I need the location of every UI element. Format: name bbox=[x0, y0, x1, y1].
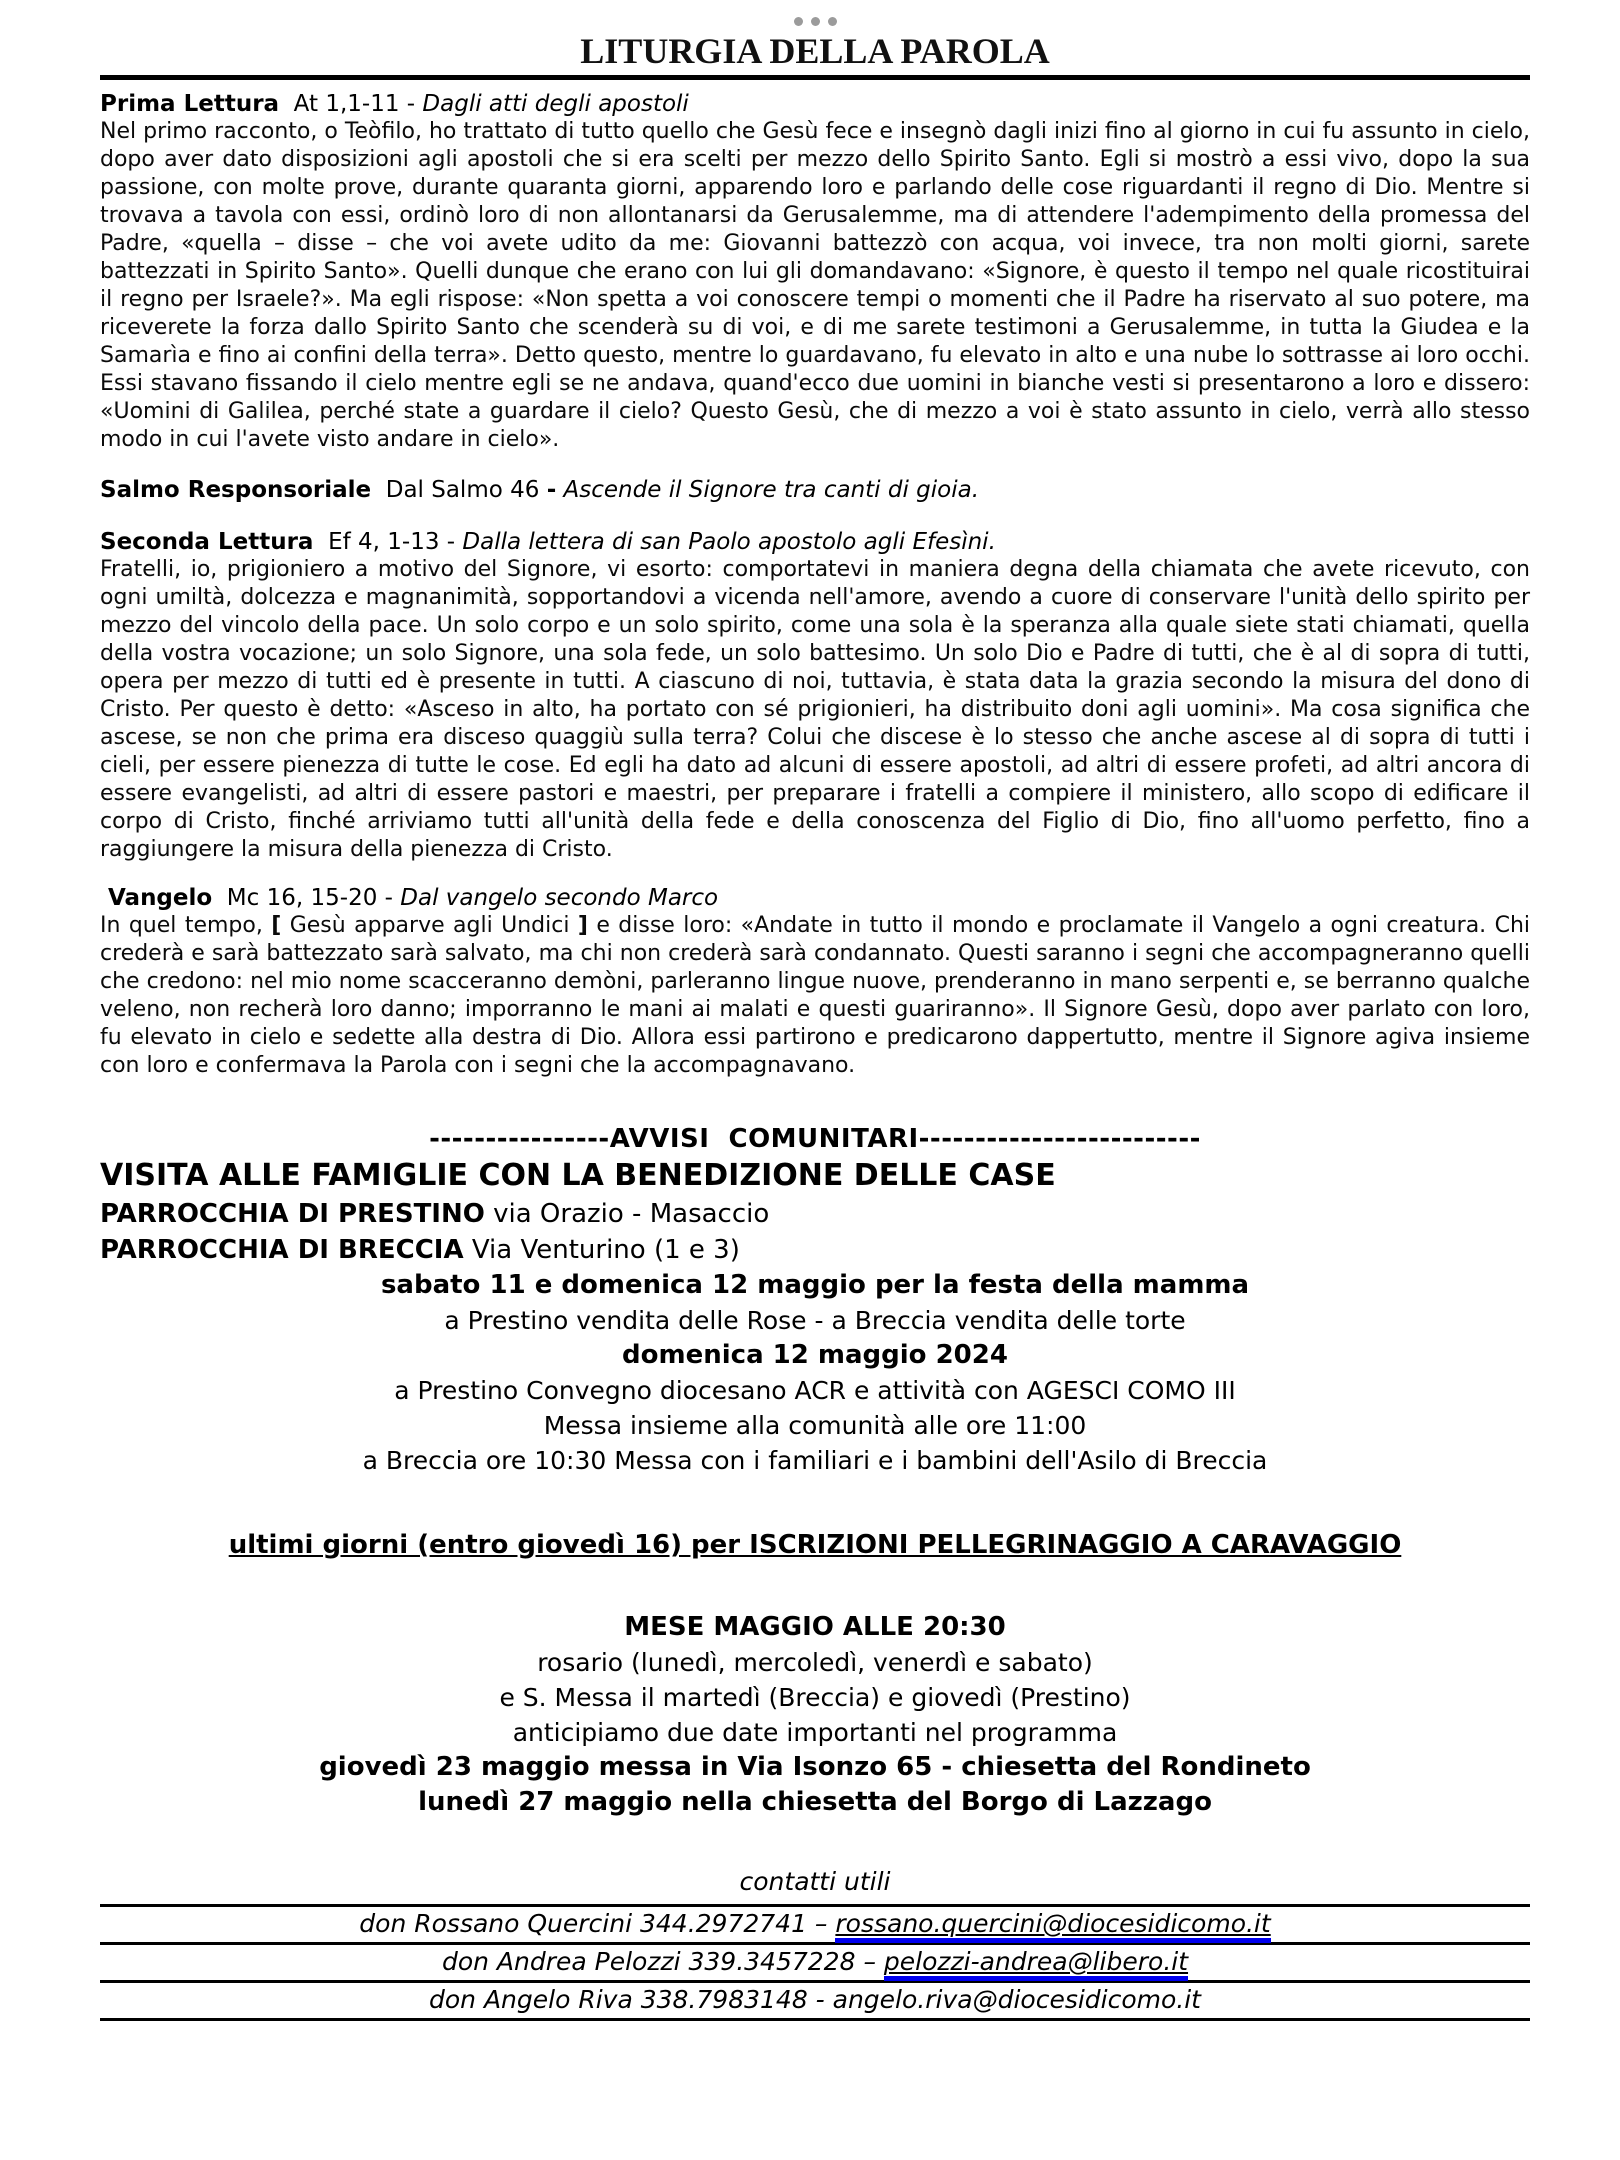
announcement-line: Messa insieme alla comunità alle ore 11:00 bbox=[543, 1411, 1087, 1440]
psalm-text: Ascende il Signore tra canti di gioia. bbox=[556, 477, 980, 503]
reading-body bbox=[100, 912, 1530, 1080]
announcement-line: sabato 11 e domenica 12 maggio per la festa della mamma bbox=[380, 1270, 1250, 1300]
contact-email-link[interactable]: pelozzi-andrea@libero.it bbox=[884, 1947, 1188, 1981]
reading-source: Dal vangelo secondo Marco bbox=[400, 885, 719, 911]
reading-reference: At 1,1-11 - bbox=[279, 91, 423, 117]
three-dots-icon bbox=[100, 16, 1530, 26]
contact-name: don Rossano Quercini 344.2972741 – bbox=[359, 1909, 836, 1938]
reading-body: Nel primo racconto, o Teòfilo, ho trattato di tutto quello che Gesù fece e insegnò dagli inizi fino al giorno in cui fu assunto in cielo, dopo aver dato disposizioni agli apostoli che si era scelti per mezzo dello Spirito Santo. Egli si mostrò a essi vivo, dopo la sua passione, con molte prove, durante quaranta giorni, apparendo loro e parlando delle cose riguardanti il regno di Dio. Mentre si trovava a tavola con essi, ordinò loro di non allontanarsi da Gerusalemme, ma di attendere l'adempimento della promessa del Padre, «quella – disse – che voi avete udito da me: Giovanni battezzò con acqua, voi invece, tra non molti giorni, sarete battezzati in Spirito Santo». Quelli dunque che erano con lui gli domandavano: «Signore, è questo il tempo nel quale ricostituirai il regno per Israele?». Ma egli rispose: «Non spetta a voi conoscere tempi o momenti che il Padre ha riservato al suo potere, ma riceverete la forza dallo Spirito Santo che scenderà su di voi, e di me sarete testimoni a Gerusalemme, in tutta la Giudea e la Samarìa e fino ai confini della terra». Detto questo, mentre lo guardavano, fu elevato in alto e una nube lo sottrasse ai loro occhi. Essi stavano fissando il cielo mentre egli se ne andava, quand'ecco due uomini in bianche vesti si presentarono a loro e dissero: «Uomini di Galilea, perché state a guardare il cielo? Questo Gesù, che di mezzo a voi è stato assunto in cielo, verrà allo stesso modo in cui l'avete visto andare in cielo». bbox=[100, 119, 1530, 452]
gospel-bracket-text: Gesù apparve agli Undici bbox=[281, 913, 578, 938]
maggio-line: anticipiamo due date importanti nel programma bbox=[512, 1718, 1118, 1747]
parrocchia-name: PARROCCHIA DI BRECCIA bbox=[100, 1235, 464, 1265]
announcement-line: a Prestino Convegno diocesano ACR e attività con AGESCI COMO III bbox=[394, 1376, 1236, 1405]
reading-source: Dalla lettera di san Paolo apostolo agli Efesìni. bbox=[462, 529, 996, 555]
visita-title: VISITA ALLE FAMIGLIE CON LA BENEDIZIONE DELLE CASE bbox=[100, 1158, 1056, 1193]
title-divider bbox=[100, 75, 1530, 80]
psalm-reference: Dal Salmo 46 bbox=[371, 477, 547, 503]
gospel-rest: e disse loro: «Andate in tutto il mondo e proclamate il Vangelo a ogni creatura. Chi crederà e sarà battezzato sarà salvato, ma chi non crederà sarà condannato. Questi saranno i segni che accompagneranno quelli che credono: nel mio nome scacceranno demòni, parleranno lingue nuove, prenderanno in mano serpenti e, se berranno qualche veleno, non recherà loro danno; imporranno le mani ai malati e questi guariranno». Il Signore Gesù, dopo aver parlato con loro, fu elevato in cielo e sedette alla destra di Dio. Allora essi partirono e predicarono dappertutto, mentre il Signore agiva insieme con loro e confermava la Parola con i segni che la accompagnavano. bbox=[100, 913, 1531, 1078]
reading-heading bbox=[100, 884, 1530, 912]
contact-email: angelo.riva@diocesidicomo.it bbox=[832, 1985, 1201, 2014]
bracket-close: ] bbox=[577, 913, 588, 938]
section-contatti bbox=[100, 1866, 1530, 2021]
reading-label: Vangelo bbox=[108, 885, 213, 911]
contacts-title: contatti utili bbox=[739, 1867, 891, 1896]
parrocchia-address: via Orazio - Masaccio bbox=[484, 1199, 770, 1229]
contacts-table bbox=[100, 1904, 1530, 2021]
psalm-label: Salmo Responsoriale bbox=[100, 477, 372, 503]
announcement-line: a Breccia ore 10:30 Messa con i familiari e i bambini dell'Asilo di Breccia bbox=[362, 1446, 1268, 1475]
announcement-line: a Prestino vendita delle Rose - a Breccia vendita delle torte bbox=[444, 1306, 1186, 1335]
reading-reference: Mc 16, 15-20 - bbox=[212, 885, 401, 911]
page-title: LITURGIA DELLA PAROLA bbox=[580, 31, 1050, 71]
reading-heading bbox=[100, 528, 1530, 556]
contact-row bbox=[100, 1907, 1530, 1945]
reading-label: Seconda Lettura bbox=[100, 529, 314, 555]
pellegrinaggio-notice: ultimi giorni (entro giovedì 16) per ISCRIZIONI PELLEGRINAGGIO A CARAVAGGIO bbox=[228, 1530, 1402, 1560]
announcement-line: domenica 12 maggio 2024 bbox=[622, 1340, 1008, 1370]
reading-reference: Ef 4, 1-13 - bbox=[313, 529, 463, 555]
avvisi-header: ----------------AVVISI COMUNITARI------------------------- bbox=[429, 1124, 1201, 1154]
section-mese-maggio bbox=[100, 1610, 1530, 1820]
parrocchia-prestino bbox=[100, 1196, 1530, 1232]
parrocchia-breccia bbox=[100, 1232, 1530, 1268]
reading-body: Fratelli, io, prigioniero a motivo del Signore, vi esorto: comportatevi in maniera degna della chiamata che avete ricevuto, con ogni umiltà, dolcezza e magnanimità, sopportandovi a vicenda nell'amore, avendo a cuore di conservare l'unità dello spirito per mezzo del vincolo della pace. Un solo corpo e un solo spirito, come una sola è la speranza alla quale siete stati chiamati, quella della vostra vocazione; un solo Signore, una sola fede, un solo battesimo. Un solo Dio e Padre di tutti, che è al di sopra di tutti, opera per mezzo di tutti ed è presente in tutti. A ciascuno di noi, tuttavia, è stata data la grazia secondo la misura del dono di Cristo. Per questo è detto: «Asceso in alto, ha portato con sé prigionieri, ha distribuito doni agli uomini». Ma cosa significa che ascese, se non che prima era disceso quaggiù sulla terra? Colui che discese è lo stesso che anche ascese al di sopra di tutti i cieli, per essere pienezza di tutte le cose. Ed egli ha dato ad alcuni di essere apostoli, ad altri di essere profeti, ad altri ancora di essere evangelisti, ad altri di essere pastori e maestri, per preparare i fratelli a compiere il ministero, allo scopo di edificare il corpo di Cristo, finché arriviamo tutti all'unità della fede e della conoscenza del Figlio di Dio, fino all'uomo perfetto, fino a raggiungere la misura della pienezza di Cristo. bbox=[100, 557, 1530, 862]
psalm-line bbox=[100, 476, 1530, 504]
section-seconda-lettura bbox=[100, 528, 1530, 864]
maggio-line: giovedì 23 maggio messa in Via Isonzo 65 - chiesetta del Rondineto bbox=[319, 1752, 1311, 1782]
maggio-line: rosario (lunedì, mercoledì, venerdì e sabato) bbox=[537, 1648, 1093, 1677]
psalm-dash: - bbox=[546, 477, 557, 503]
section-vangelo bbox=[100, 884, 1530, 1080]
section-avvisi-comunitari bbox=[100, 1122, 1530, 1478]
contact-email-link[interactable]: rossano.quercini@diocesidicomo.it bbox=[835, 1909, 1270, 1943]
maggio-line: e S. Messa il martedì (Breccia) e giovedì (Prestino) bbox=[499, 1683, 1131, 1712]
contact-name: don Angelo Riva 338.7983148 - bbox=[429, 1985, 833, 2014]
reading-heading bbox=[100, 90, 1530, 118]
contact-row bbox=[100, 1983, 1530, 2021]
parrocchia-address: Via Venturino (1 e 3) bbox=[463, 1235, 740, 1265]
reading-label: Prima Lettura bbox=[100, 91, 280, 117]
contact-row bbox=[100, 1945, 1530, 1983]
maggio-line: lunedì 27 maggio nella chiesetta del Borgo di Lazzago bbox=[418, 1787, 1212, 1817]
maggio-title: MESE MAGGIO ALLE 20:30 bbox=[624, 1612, 1006, 1642]
section-prima-lettura bbox=[100, 90, 1530, 454]
parrocchia-name: PARROCCHIA DI PRESTINO bbox=[100, 1199, 485, 1229]
bracket-open: [ bbox=[271, 913, 282, 938]
contact-name: don Andrea Pelozzi 339.3457228 – bbox=[441, 1947, 884, 1976]
reading-source: Dagli atti degli apostoli bbox=[422, 91, 689, 117]
gospel-intro: In quel tempo, bbox=[100, 913, 272, 938]
